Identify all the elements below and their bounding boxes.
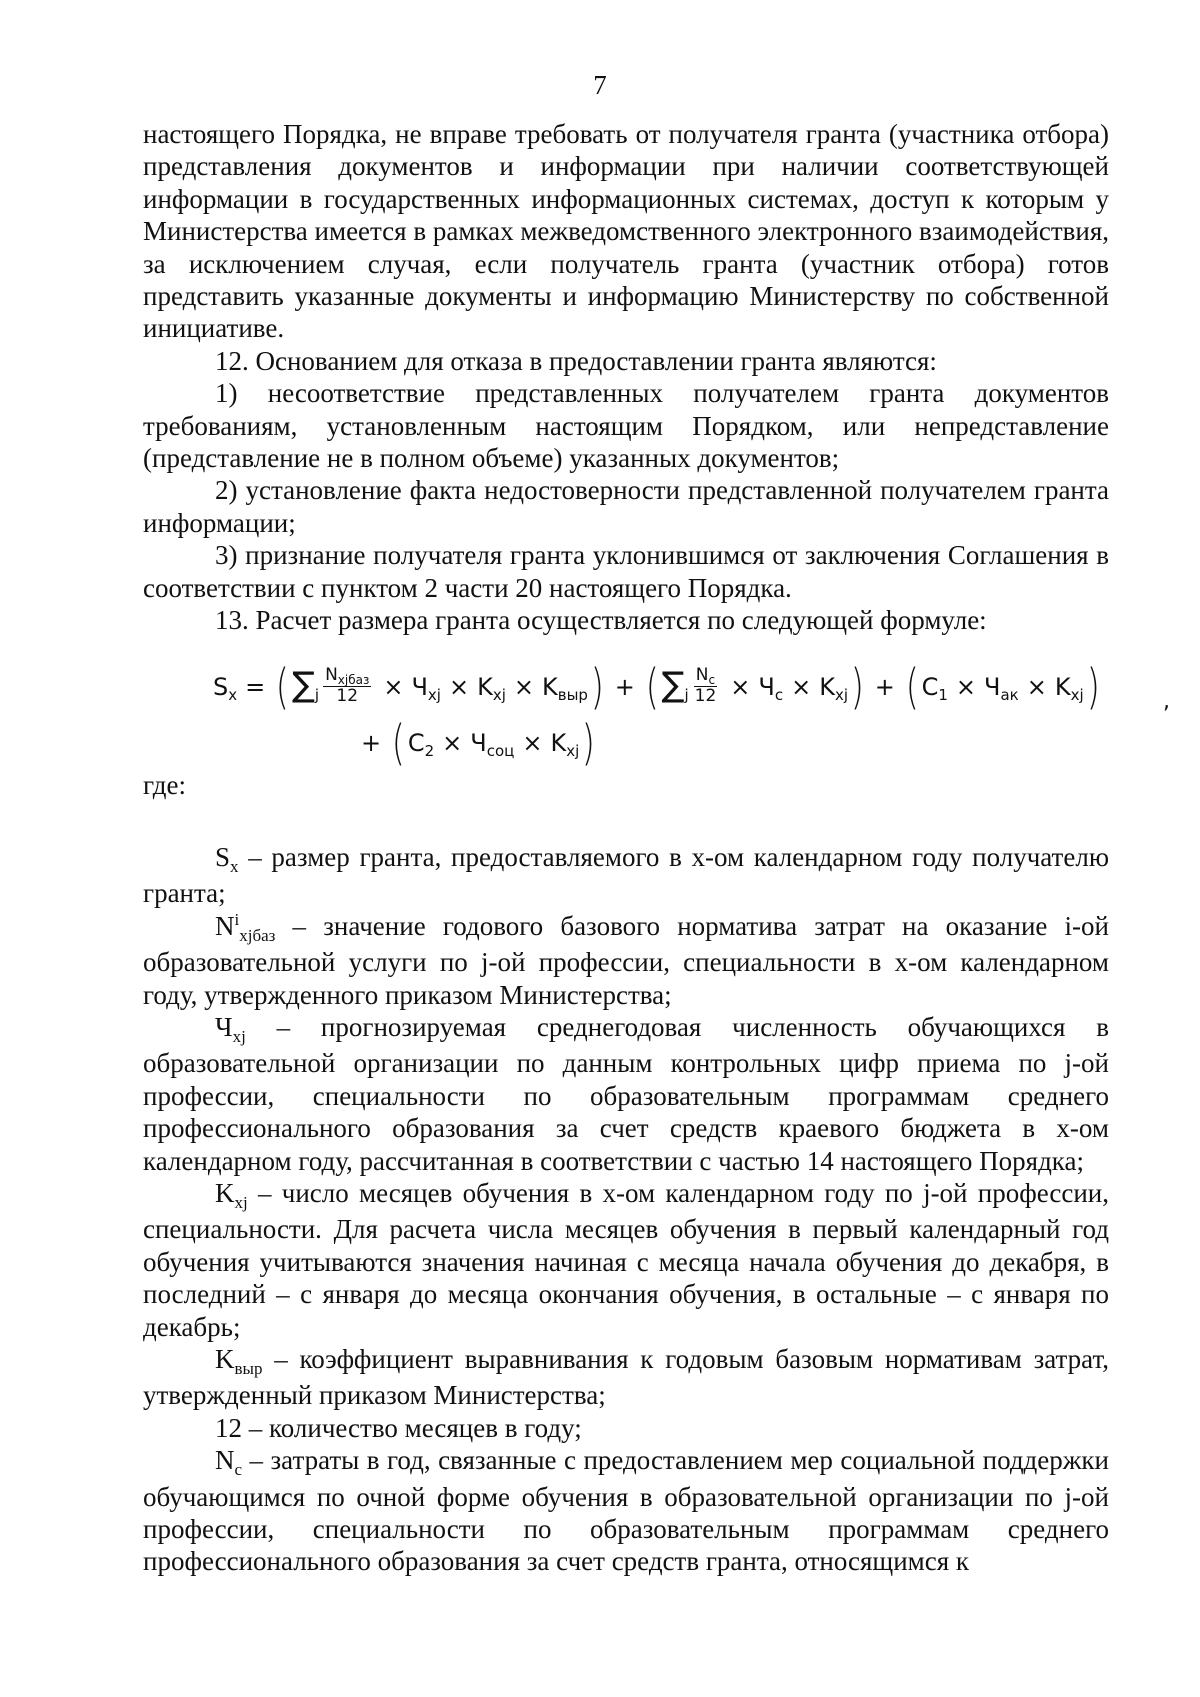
definition-nc: $N_c$ – затраты в год, связанные с предоставлением мер социальной поддержки обучающимся по очной форме обучения в образовательной организации по j-ой профессии, специальности по образовательным программам среднего профессионального образования за счет средств гранта, относящимся к bbox=[143, 1445, 1109, 1577]
fraction-n-base: $\frac{N_{xjбаз}}{12}$ bbox=[325, 665, 370, 706]
paragraph-13: 13. Расчет размера гранта осуществляется по следующей формуле: bbox=[215, 605, 987, 636]
definition-kvyr: $K_{выр}$ – коэффициент выравнивания к годовым базовым нормативам затрат, утвержденный приказом Министерства; bbox=[143, 1344, 1109, 1411]
grant-formula: S x = ( ∑ j $\frac{N_{xjбаз}}{12}$ × Ч xj × K xj × K выр ) + ( ∑ j $\frac{N_c}{12}$ × Ч c × K xj ) + ( C 1 × Ч ак × K xj ) , + ( C 2 × Ч соц × K xj ) bbox=[143, 651, 1109, 763]
definition-kxj: $K_{xj}$ – число месяцев обучения в x-ом календарном году по j-ой профессии, специальности. Для расчета числа месяцев обучения в первый календарный год обучения учитываются значения начиная с месяца начала обучения до декабря, в последний – с января до месяца окончания обучения, в остальные – с января по декабрь; bbox=[143, 1177, 1109, 1342]
paragraph-12: 12. Основанием для отказа в предоставлении гранта являются: bbox=[215, 345, 937, 376]
definition-ni: $N^i_{xjбаз}$ – значение годового базового норматива затрат на оказание i-ой образовательной услуги по j-ой профессии, специальности в x-ом календарном году, утвержденного приказом Министерства; bbox=[143, 909, 1109, 1010]
list-item-2: 2) установление факта недостоверности представленной получателем гранта информации; bbox=[143, 475, 1109, 538]
sum-symbol: ∑ bbox=[291, 664, 315, 705]
formula-s: S bbox=[213, 672, 229, 701]
where-label: где: bbox=[143, 769, 186, 800]
document-body bbox=[143, 118, 1170, 1578]
definition-chxj: $Ч_{xj}$ – прогнозируемая среднегодовая численность обучающихся в образовательной организации по данным контрольных цифр приема по j-ой профессии, специальности по образовательным программам среднего профессионального образования за счет средств краевого бюджета в x-ом календарном году, рассчитанная в соответствии с частью 14 настоящего Порядка; bbox=[143, 1011, 1109, 1176]
page-number: 7 bbox=[593, 70, 607, 100]
formula-line-2: + ( C 2 × Ч соц × K xj ) bbox=[361, 714, 596, 771]
fraction-n-c: $\frac{N_c}{12}$ bbox=[694, 665, 717, 706]
definition-sx: $S_x$ – размер гранта, предоставляемого в x-ом календарном году получателю гранта; bbox=[143, 841, 1109, 909]
list-item-3: 3) признание получателя гранта уклонившимся от заключения Соглашения в соответствии с пунктом 2 части 20 настоящего Порядка. bbox=[143, 540, 1109, 603]
list-item-1: 1) несоответствие представленных получателем гранта документов требованиям, установленным настоящим Порядком, или непредставление (представление не в полном объеме) указанных документов; bbox=[143, 378, 1109, 474]
formula-line-1: S x = ( ∑ j $\frac{N_{xjбаз}}{12}$ × Ч xj × K xj × K выр ) + ( ∑ j $\frac{N_c}{12}$ × Ч c × K xj ) + ( C 1 × Ч ак × K xj ) bbox=[213, 658, 1100, 715]
paragraph-continuation: настоящего Порядка, не вправе требовать от получателя гранта (участника отбора) представления документов и информации при наличии соответствующей информации в государственных информационных системах, доступ к которым у Министерства имеется в рамках межведомственного электронного взаимодействия, за исключением случая, если получатель гранта (участник отбора) готов представить указанные документы и информацию Министерству по собственной инициативе. bbox=[143, 119, 1109, 344]
definition-twelve: 12 – количество месяцев в году; bbox=[215, 1412, 582, 1443]
